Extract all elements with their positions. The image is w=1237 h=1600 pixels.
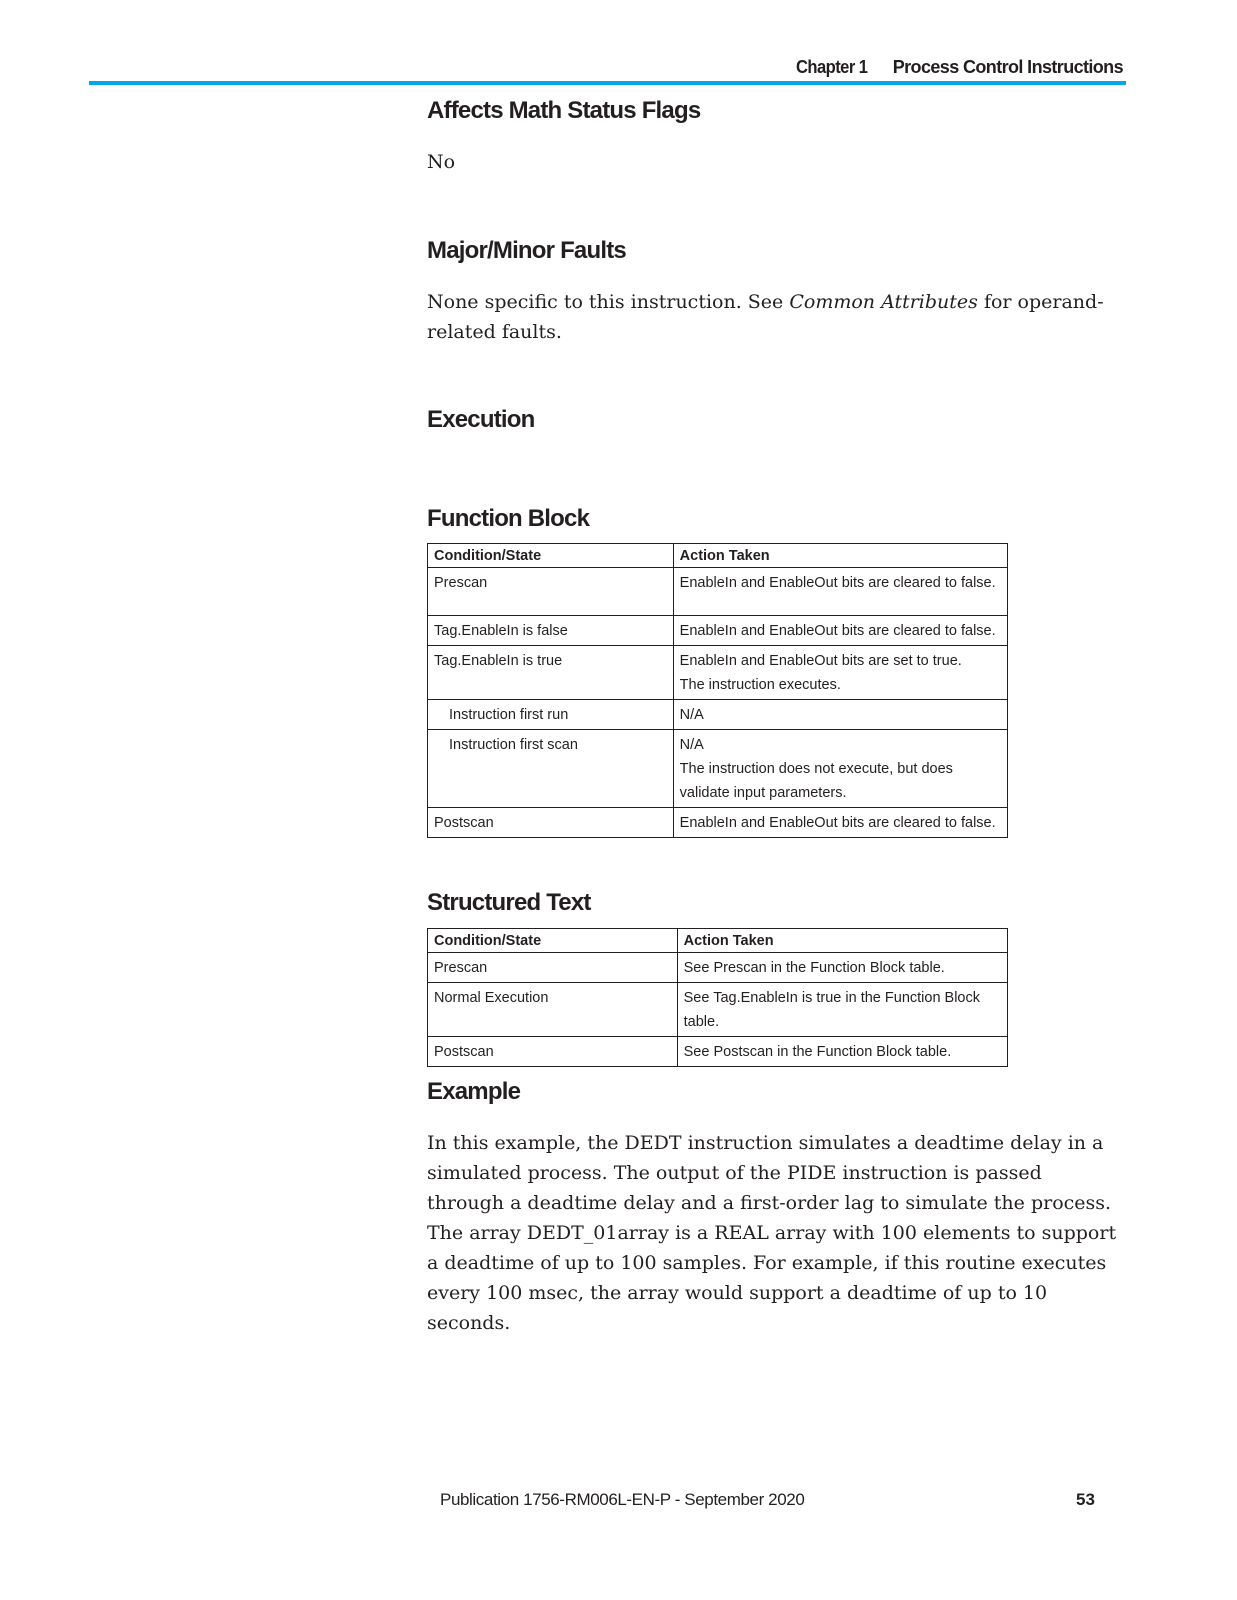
condition-cell: Prescan — [428, 568, 674, 616]
action-cell: EnableIn and EnableOut bits are cleared to false. — [673, 568, 1007, 616]
execution-heading: Execution — [427, 406, 535, 433]
function-block-table — [427, 543, 1008, 838]
action-cell: See Prescan in the Function Block table. — [677, 953, 1007, 983]
table-row — [428, 953, 1008, 983]
condition-cell: Normal Execution — [428, 983, 678, 1037]
faults-text-after: for operand-related faults. — [427, 291, 1104, 343]
example-heading: Example — [427, 1078, 521, 1105]
table-row — [428, 700, 1008, 730]
action-cell: EnableIn and EnableOut bits are cleared to false. — [673, 616, 1007, 646]
action-cell — [673, 730, 1007, 808]
column-header-condition: Condition/State — [428, 544, 674, 568]
column-header-action: Action Taken — [673, 544, 1007, 568]
header-chapter: Chapter 1 — [796, 57, 868, 77]
table-row — [428, 730, 1008, 808]
faults-heading: Major/Minor Faults — [427, 237, 626, 264]
header-title: Process Control Instructions — [892, 57, 1123, 77]
condition-cell: Tag.EnableIn is false — [428, 616, 674, 646]
faults-text — [427, 287, 1117, 347]
action-line: EnableIn and EnableOut bits are set to true. — [679, 653, 962, 669]
action-cell: See Postscan in the Function Block table. — [677, 1037, 1007, 1067]
math-flags-heading: Affects Math Status Flags — [427, 97, 701, 124]
faults-text-before: None specific to this instruction. See — [427, 291, 790, 313]
common-attributes-reference: Common Attributes — [789, 291, 978, 313]
action-line: The instruction does not execute, but does validate input parameters. — [679, 761, 953, 801]
condition-cell: Prescan — [428, 953, 678, 983]
table-row — [428, 983, 1008, 1037]
math-flags-text: No — [427, 151, 456, 173]
structured-text-heading: Structured Text — [427, 889, 591, 916]
function-block-heading: Function Block — [427, 505, 590, 532]
action-cell: N/A — [673, 700, 1007, 730]
action-line: N/A — [679, 737, 704, 753]
footer-publication: Publication 1756-RM006L-EN-P - September 2020 — [440, 1490, 805, 1509]
table-row — [428, 568, 1008, 616]
structured-text-table — [427, 928, 1008, 1067]
header-rule — [89, 81, 1126, 85]
column-header-action: Action Taken — [677, 929, 1007, 953]
action-cell: EnableIn and EnableOut bits are cleared to false. — [673, 808, 1007, 838]
column-header-condition: Condition/State — [428, 929, 678, 953]
table-header-row — [428, 544, 1008, 568]
table-row — [428, 808, 1008, 838]
example-text: In this example, the DEDT instruction simulates a deadtime delay in a simulated process. The output of the PIDE instruction is passed through a deadtime delay and a first-order lag to simulate the process. The array DEDT_01array is a REAL array with 100 elements to support a deadtime of up to 100 samples. For example, if this routine executes every 100 msec, the array would support a deadtime of up to 10 seconds. — [427, 1132, 1117, 1334]
action-cell: See Tag.EnableIn is true in the Function Block table. — [677, 983, 1007, 1037]
condition-cell: Instruction first run — [428, 700, 674, 730]
action-line: The instruction executes. — [679, 677, 841, 693]
condition-cell: Instruction first scan — [428, 730, 674, 808]
table-row — [428, 616, 1008, 646]
condition-cell: Tag.EnableIn is true — [428, 646, 674, 700]
action-cell — [673, 646, 1007, 700]
table-header-row — [428, 929, 1008, 953]
page-number: 53 — [1076, 1490, 1095, 1509]
table-row — [428, 646, 1008, 700]
condition-cell: Postscan — [428, 808, 674, 838]
table-row — [428, 1037, 1008, 1067]
condition-cell: Postscan — [428, 1037, 678, 1067]
